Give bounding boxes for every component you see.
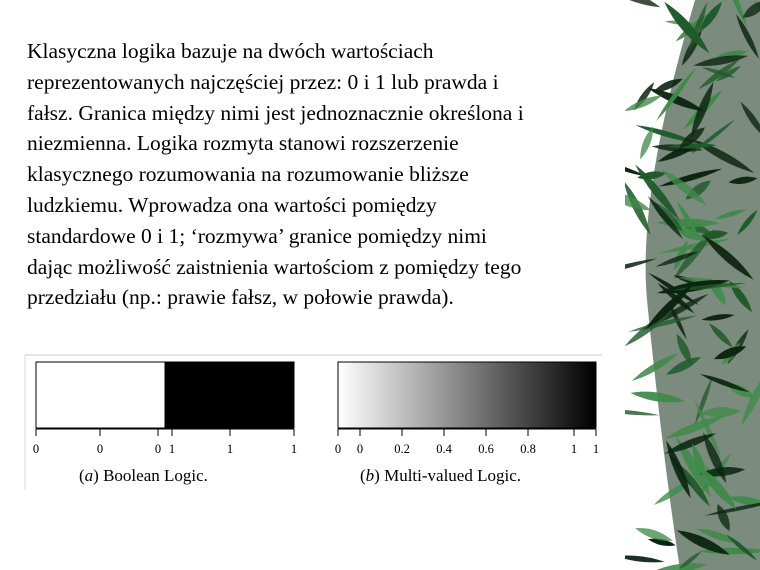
multivalued-caption-letter: b [365,466,375,485]
multivalued-tick-label: 1 [570,442,578,456]
multivalued-tick-label: 0.8 [520,442,536,456]
main-paragraph [27,36,627,313]
multivalued-ticks [335,429,599,456]
boolean-caption: (a) Boolean Logic. [79,466,208,485]
multivalued-tick-label: 0.4 [436,442,452,456]
multivalued-tick-label: 1 [592,442,600,456]
multivalued-tick-label: 0 [334,442,342,456]
multivalued-tick-label: 0.2 [394,442,410,456]
multivalued-gradient-bar [338,362,596,428]
paragraph-line: Klasyczna logika bazuje na dwóch wartościach [27,39,434,63]
paragraph-line: reprezentowanych najczęściej przez: 0 i 1 lub prawda i [27,69,499,94]
paragraph-line: fałsz. Granica między nimi jest jednoznacznie określona i [27,100,524,125]
bamboo-leaf-icon [625,407,660,417]
boolean-tick-label: 0 [32,442,40,456]
boolean-tick-label: 0 [96,442,104,456]
multivalued-caption: (b) Multi-valued Logic. [360,466,522,485]
boolean-tick-label: 1 [290,442,298,456]
multivalued-logic-panel [335,362,599,485]
paragraph-line: ludzkiemu. Wprowadza ona wartości pomiędzy [27,192,437,217]
paragraph-line: klasycznego rozumowania na rozumowanie bliższe [27,162,469,187]
bamboo-leaf-icon [625,553,665,564]
bamboo-decoration [625,0,760,570]
boolean-true-segment [165,362,294,428]
boolean-tick-label: 0 [154,442,162,456]
logic-comparison-figure [22,352,606,494]
bamboo-leaves-icon [625,0,760,570]
multivalued-caption-text: Multi-valued Logic. [384,466,522,485]
boolean-ticks [33,429,297,456]
paragraph-line: dając możliwość zaistnienia wartościom z pomiędzy tego [27,254,522,279]
bamboo-leaf-group [625,0,760,570]
multivalued-tick-label: 0 [356,442,364,456]
boolean-logic-panel [33,362,297,485]
boolean-false-segment [36,362,165,428]
boolean-tick-label: 1 [168,442,176,456]
paragraph-line: standardowe 0 i 1; ‘rozmywa’ granice pomiędzy nimi [27,223,487,248]
bamboo-leaf-icon [625,0,662,12]
paragraph-line: niezmienna. Logika rozmyta stanowi rozszerzenie [27,131,459,156]
boolean-caption-text: Boolean Logic. [103,466,208,485]
boolean-tick-label: 1 [226,442,234,456]
boolean-caption-letter: a [84,466,94,485]
multivalued-tick-label: 0.6 [478,442,494,456]
paragraph-line: przedziału (np.: prawie fałsz, w połowie prawda). [27,285,454,310]
logic-figure-svg [22,352,606,494]
